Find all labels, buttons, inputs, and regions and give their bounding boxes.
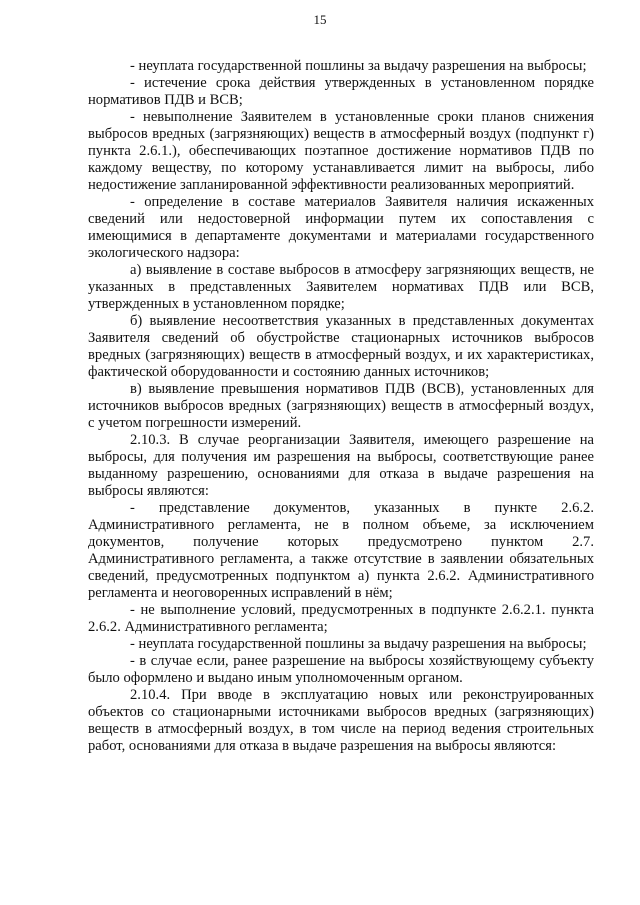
paragraph: - не выполнение условий, предусмотренных в подпункте 2.6.2.1. пункта 2.6.2. Административного регламента; [88, 602, 594, 635]
page-number: 15 [313, 12, 327, 27]
paragraph: в) выявление превышения нормативов ПДВ (ВСВ), установленных для источников выбросов вредных (загрязняющих) веществ в атмосферный воздух, с учетом погрешности измерений. [88, 381, 594, 431]
paragraph: а) выявление в составе выбросов в атмосферу загрязняющих веществ, не указанных в представленных Заявителем нормативах ПДВ или ВСВ, утвержденных в установленном порядке; [88, 262, 594, 312]
paragraph: - истечение срока действия утвержденных в установленном порядке нормативов ПДВ и ВСВ; [88, 75, 594, 108]
paragraph: 2.10.4. При вводе в эксплуатацию новых или реконструированных объектов со стационарными источниками выбросов вредных (загрязняющих) веществ в атмосферный воздух, в том числе на период ведения строительных работ, основаниями для отказа в выдаче разрешения на выбросы являются: [88, 687, 594, 754]
paragraph: - в случае если, ранее разрешение на выбросы хозяйствующему субъекту было оформлено и выдано иным уполномоченным органом. [88, 653, 594, 686]
document-body [88, 58, 594, 755]
paragraph: - неуплата государственной пошлины за выдачу разрешения на выбросы; [130, 636, 587, 652]
paragraph: - определение в составе материалов Заявителя наличия искаженных сведений или недостоверной информации путем их сопоставления с имеющимися в департаменте документами и материалами государственного экологического надзора: [88, 194, 594, 261]
paragraph: 2.10.3. В случае реорганизации Заявителя, имеющего разрешение на выбросы, для получения им разрешения на выбросы, соответствующие ранее выданному разрешению, основаниями для отказа в выдаче разрешения на выбросы являются: [88, 432, 594, 499]
paragraph: - невыполнение Заявителем в установленные сроки планов снижения выбросов вредных (загрязняющих) веществ в атмосферный воздух (подпункт г) пункта 2.6.1.), обеспечивающих поэтапное достижение нормативов ПДВ по каждому веществу, по которому устанавливается лимит на выбросы, либо недостижение запланированной эффективности реализованных мероприятий. [88, 109, 594, 193]
paragraph: - неуплата государственной пошлины за выдачу разрешения на выбросы; [130, 58, 587, 74]
paragraph: - представление документов, указанных в пункте 2.6.2. Административного регламента, не в полном объеме, за исключением документов, получение которых предусмотрено пунктом 2.7. Административного регламента, а также отсутствие в заявлении обязательных сведений, предусмотренных подпунктом а) пункта 2.6.2. Административного регламента и неоговоренных исправлений в нём; [88, 500, 594, 601]
paragraph: б) выявление несоответствия указанных в представленных документах Заявителя сведений об обустройстве стационарных источников выбросов вредных (загрязняющих) веществ в атмосферный воздух, и их характеристиках, фактической оборудованности и состоянию данных источников; [88, 313, 594, 380]
